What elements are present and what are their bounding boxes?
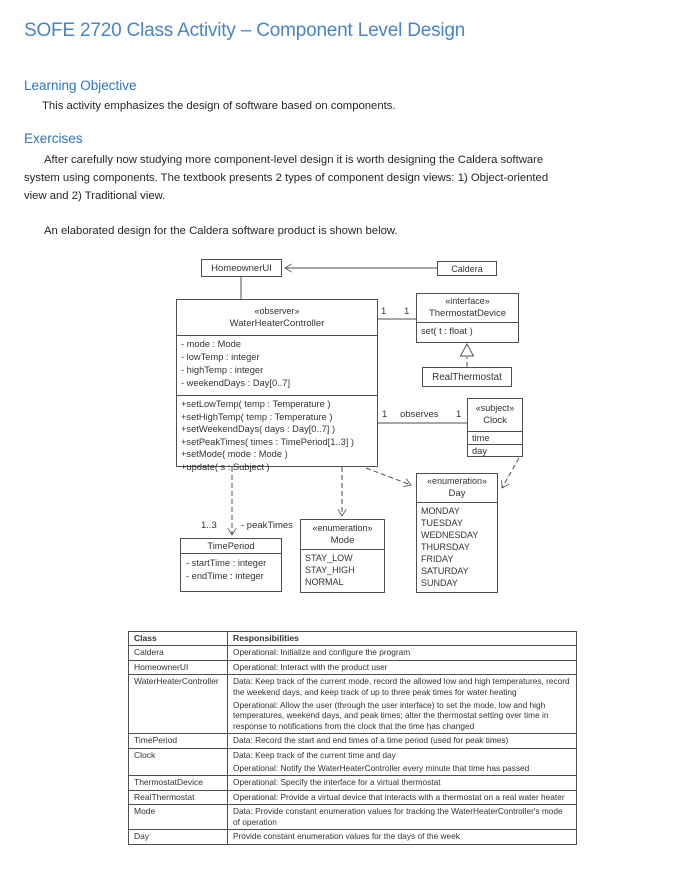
attribute-line: time	[468, 431, 522, 444]
class-cell: Caldera	[129, 646, 228, 660]
responsibility-paragraph: Operational: Notify the WaterHeaterController every minute that time has passed	[233, 763, 530, 774]
exercises-heading: Exercises	[24, 131, 83, 146]
responsibilities-cell	[228, 646, 577, 660]
enum-value: THURSDAY	[421, 542, 470, 552]
class-thermostatdevice	[416, 293, 519, 343]
table-row	[129, 748, 577, 776]
class-title	[177, 300, 377, 335]
enum-value: TUESDAY	[421, 518, 463, 528]
table-row	[129, 805, 577, 830]
multiplicity-label: 1..3	[201, 520, 217, 531]
table-header-row	[129, 632, 577, 646]
table-row	[129, 660, 577, 674]
exercises-paragraph-2: An elaborated design for the Caldera software product is shown below.	[44, 225, 398, 237]
method-line: +setPeakTimes( times : TimePeriod[1..3] )	[181, 436, 354, 447]
stereotype: «enumeration»	[426, 476, 488, 486]
responsibility-paragraph: Data: Record the start and end times of a time period (used for peak times)	[233, 735, 509, 746]
responsibilities-cell	[228, 776, 577, 790]
responsibility-paragraph: Operational: Initialize and configure the program	[233, 647, 411, 658]
method-line: +setMode( mode : Mode )	[181, 449, 288, 460]
class-cell: RealThermostat	[129, 790, 228, 804]
class-cell: ThermostatDevice	[129, 776, 228, 790]
role-name-label: - peakTimes	[241, 520, 293, 531]
class-homeownerui	[201, 259, 282, 277]
attributes-compartment	[181, 553, 281, 591]
class-name: Day	[448, 488, 466, 499]
responsibilities-cell	[228, 660, 577, 674]
realization-realthermostat-thermostatdevice	[461, 344, 474, 367]
enum-value: SATURDAY	[421, 566, 469, 576]
multiplicity-label: 1	[404, 306, 410, 317]
class-timeperiod	[180, 538, 282, 592]
class-cell: HomeownerUI	[129, 660, 228, 674]
enum-value: FRIDAY	[421, 554, 454, 564]
stereotype: «subject»	[475, 403, 515, 413]
class-cell: WaterHeaterController	[129, 675, 228, 734]
method-line: +setHighTemp( temp : Temperature )	[181, 411, 333, 422]
responsibilities-cell	[228, 805, 577, 830]
table-row	[129, 790, 577, 804]
enum-value: STAY_LOW	[305, 553, 353, 563]
attributes-compartment	[177, 335, 377, 395]
exercises-paragraph-1: After carefully now studying more component-level design it is worth designing the Caldera software system using components. The textbook presents 2 types of component design views: 1) Object-oriented view and 2) Traditional view.	[24, 154, 549, 202]
class-cell: Day	[129, 830, 228, 844]
class-name: Clock	[483, 415, 507, 426]
class-waterheatercontroller	[176, 299, 378, 472]
class-name: Caldera	[451, 263, 483, 274]
class-caldera	[437, 261, 497, 276]
class-title	[417, 474, 497, 502]
attribute-line: day	[468, 444, 522, 458]
responsibilities-cell	[228, 734, 577, 748]
stereotype: «enumeration»	[312, 522, 373, 533]
responsibility-paragraph: Operational: Interact with the product user	[233, 661, 388, 672]
responsibilities-column-header: Responsibilities	[228, 632, 577, 646]
enum-value: WEDNESDAY	[421, 530, 479, 540]
multiplicity-label: 1	[381, 306, 387, 317]
method-line: set( t : float )	[421, 326, 473, 336]
enum-value: MONDAY	[421, 506, 460, 516]
enum-values-compartment	[301, 549, 384, 592]
attribute-line: - highTemp : integer	[181, 365, 264, 375]
class-cell: TimePeriod	[129, 734, 228, 748]
stereotype: «interface»	[445, 296, 490, 306]
enum-value: SUNDAY	[421, 578, 458, 588]
stereotype: «observer»	[254, 305, 300, 316]
class-name: ThermostatDevice	[428, 308, 507, 319]
responsibilities-table	[128, 631, 577, 845]
learning-objective-text: This activity emphasizes the design of software based on components.	[42, 100, 396, 112]
methods-compartment	[417, 322, 518, 342]
dependency-clock-day	[502, 458, 519, 488]
responsibility-paragraph: Operational: Specify the interface for a virtual thermostat	[233, 777, 441, 788]
attribute-line: - weekendDays : Day[0..7]	[181, 378, 291, 388]
method-line: +update( s : Subject )	[181, 461, 270, 472]
class-title	[301, 520, 384, 549]
multiplicity-label: 1	[456, 409, 462, 420]
responsibilities-cell	[228, 748, 577, 776]
multiplicity-label: 1	[382, 409, 388, 420]
table-row	[129, 646, 577, 660]
class-title	[417, 294, 518, 322]
responsibility-paragraph: Operational: Allow the user (through the user interface) to set the mode, low and high temperatures, weekend days, and peak times; alter the thermostat setting over time in response to notifications from the clock that the time has changed	[233, 700, 549, 731]
responsibility-paragraph: Data: Keep track of the current mode, record the allowed low and high temperatures, record the weekend days, and keep track of up to three peak times for water heating	[233, 676, 570, 697]
responsibility-paragraph: Provide constant enumeration values for the days of the week	[233, 831, 460, 842]
class-name: WaterHeaterController	[229, 317, 325, 329]
learning-objective-heading: Learning Objective	[24, 78, 137, 93]
table-row	[129, 734, 577, 748]
table-row	[129, 776, 577, 790]
enumeration-mode	[300, 519, 385, 593]
page-title: SOFE 2720 Class Activity – Component Level Design	[24, 20, 466, 41]
class-clock	[467, 398, 523, 457]
attribute-line: - mode : Mode	[181, 339, 241, 349]
attribute-line: - lowTemp : integer	[181, 352, 260, 362]
enumeration-day	[416, 473, 498, 593]
class-title	[181, 539, 281, 553]
class-column-header: Class	[129, 632, 228, 646]
enum-values-compartment	[417, 502, 497, 592]
table-row	[129, 675, 577, 734]
class-cell: Mode	[129, 805, 228, 830]
responsibility-paragraph: Data: Keep track of the current time and day	[233, 749, 396, 760]
responsibilities-cell	[228, 675, 577, 734]
class-name: TimePeriod	[207, 540, 255, 551]
class-cell: Clock	[129, 748, 228, 776]
table-row	[129, 830, 577, 844]
responsibility-paragraph: Data: Provide constant enumeration values for tracking the WaterHeaterController's mode of operation	[233, 806, 563, 827]
enum-value: NORMAL	[305, 577, 344, 587]
class-realthermostat	[422, 367, 512, 387]
class-name: RealThermostat	[432, 371, 502, 383]
responsibility-paragraph: Operational: Provide a virtual device that interacts with a thermostat on a real water heater	[233, 791, 565, 802]
attribute-line: - startTime : integer	[186, 558, 267, 568]
responsibilities-cell	[228, 790, 577, 804]
class-name: Mode	[330, 534, 355, 546]
class-name: HomeownerUI	[211, 262, 272, 274]
enum-value: STAY_HIGH	[305, 565, 355, 575]
attribute-line: - endTime : integer	[186, 570, 264, 581]
association-name-label: observes	[400, 409, 439, 420]
method-line: +setWeekendDays( days : Day[0..7] )	[181, 424, 336, 435]
method-line: +setLowTemp( temp : Temperature )	[181, 399, 331, 409]
responsibilities-cell	[228, 830, 577, 844]
class-title	[468, 399, 522, 431]
methods-compartment	[177, 395, 377, 476]
